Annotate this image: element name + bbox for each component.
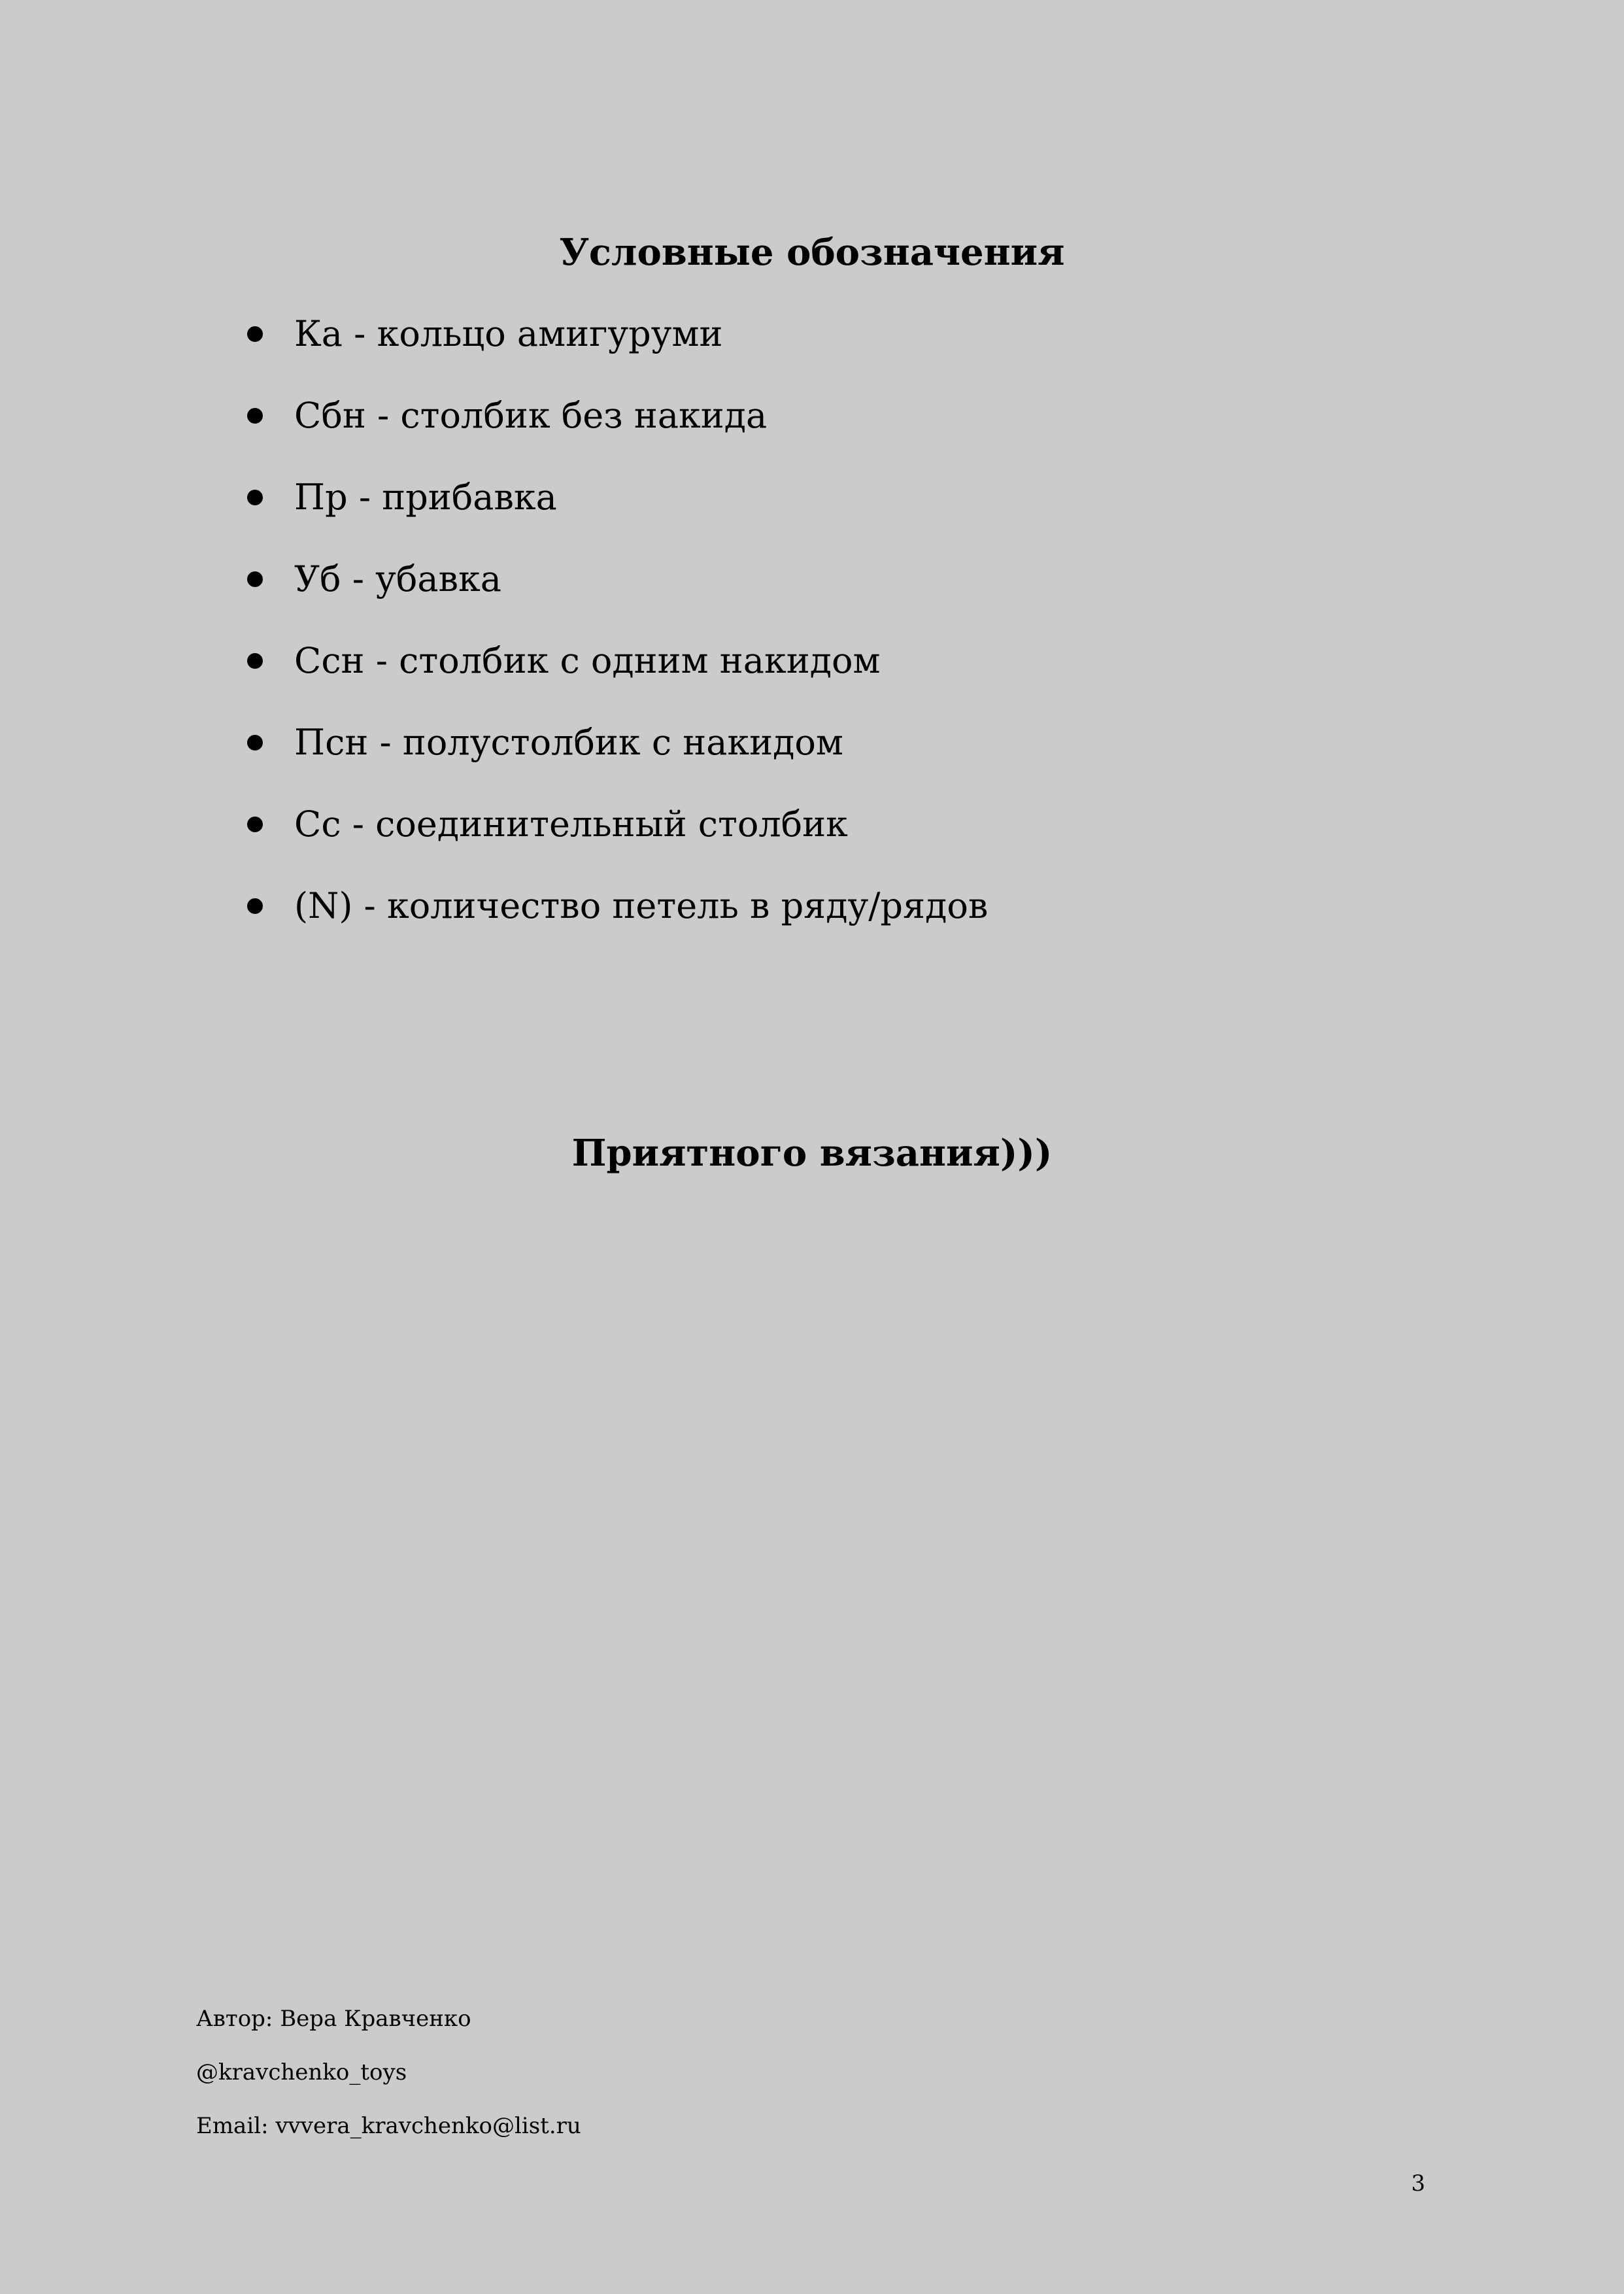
legend-text: Ка - кольцо амигуруми — [294, 313, 723, 354]
legend-text: Пр - прибавка — [294, 477, 557, 518]
closing-message: Приятного вязания))) — [571, 1132, 1053, 1175]
page-number: 3 — [1411, 2170, 1425, 2197]
author-line: Автор: Вера Кравченко — [196, 2006, 471, 2032]
bullet-icon — [247, 490, 263, 505]
bullet-icon — [247, 898, 263, 914]
legend-text: Уб - убавка — [294, 558, 501, 599]
legend-text: Сс - соединительный столбик — [294, 803, 848, 845]
bullet-icon — [247, 326, 263, 342]
page-title: Условные обозначения — [559, 231, 1065, 274]
bullet-icon — [247, 817, 263, 832]
bullet-icon — [247, 735, 263, 751]
social-handle: @kravchenko_toys — [196, 2059, 407, 2085]
bullet-icon — [247, 408, 263, 424]
bullet-icon — [247, 571, 263, 587]
legend-text: Ссн - столбик с одним накидом — [294, 640, 881, 681]
legend-text: Сбн - столбик без накида — [294, 395, 768, 436]
email-line: Email: vvvera_kravchenko@list.ru — [196, 2113, 581, 2139]
bullet-icon — [247, 653, 263, 669]
legend-text: Псн - полустолбик с накидом — [294, 722, 843, 763]
legend-text: (N) - количество петель в ряду/рядов — [294, 885, 989, 926]
footer — [196, 2003, 581, 2164]
